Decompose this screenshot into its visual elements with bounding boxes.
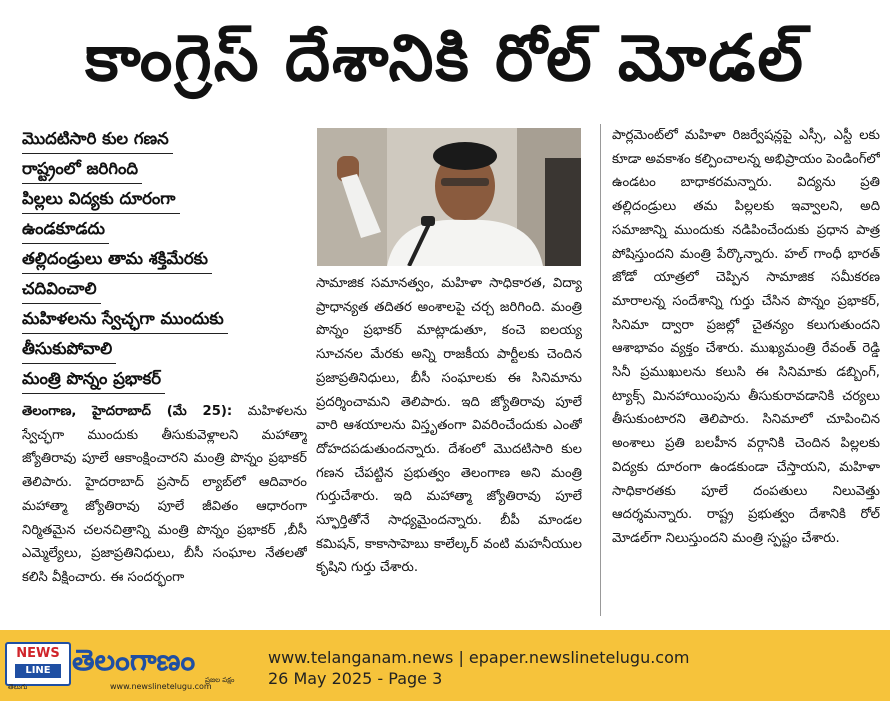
logo-tagline: తెలుగు (8, 683, 28, 691)
page-info: 26 May 2025 - Page 3 (268, 669, 443, 688)
highlight-line: చదివించాలి (22, 274, 101, 304)
brand-tagline: ప్రజల పక్షం (205, 676, 235, 684)
highlight-3 (22, 244, 304, 304)
highlight-line: ఉండకూడదు (22, 214, 109, 244)
highlight-line: తల్లిదండ్రులు తామ శక్తిమేరకు (22, 244, 212, 274)
highlight-4 (22, 304, 304, 364)
footer-bar (0, 630, 890, 701)
article-column-1 (22, 400, 307, 615)
column-divider (600, 124, 601, 616)
highlight-line: మహిళలను స్వేచ్ఛగా ముందుకు (22, 304, 228, 334)
article-column-2: సామాజిక సమానత్వం, మహిళా సాధికారత, విద్యా ప్రాధాన్యత తదితర అంశాలపై చర్చ జరిగింది. మంత్రి పొన్నం ప్రభాకర్ మాట్లాడుతూ, కంచె ఐలయ్య సూచనల మేరకు అన్ని రాజకీయ పార్టీలకు చెందిన ప్రజాప్రతినిధులు, బీసీ సంఘాలకు ఈ సినిమాను ప్రదర్శించామని తెలిపారు. ఇది జ్యోతిరావు పూలే వారి ఆశయాలను విస్తృతంగా వివరించేందుకు ఎంతో దోహదపడుతుందన్నారు. దేశంలో మొదటిసారి కుల గణన చేపట్టిన ప్రభుత్వం తెలంగాణ అని మంత్రి గుర్తుచేశారు. ఇది మహాత్మా జ్యోతిరావు పూలే స్ఫూర్తితోనే సాధ్యమైందన్నారు. బీపీ మాండల కమిషన్, కాకాసాహెబు కాలేల్కర్ వంటి మహనీయుల కృషిని గుర్తు చేశారు. (316, 276, 582, 576)
article-dateline: తెలంగాణ, హైదరాబాద్ (మే 25): (22, 404, 233, 419)
highlight-line: పిల్లలు విద్యకు దూరంగా (22, 184, 180, 214)
highlight-2 (22, 184, 304, 244)
newsline-logo (5, 642, 71, 686)
telanganam-brand: తెలంగాణం (72, 643, 196, 677)
minister-speaking-photo (317, 128, 581, 266)
highlight-line: మంత్రి పొన్నం ప్రభాకర్ (22, 364, 165, 394)
highlight-1 (22, 124, 304, 184)
headline: కాంగ్రెస్ దేశానికి రోల్ మోడల్ (85, 22, 805, 96)
highlights-list (22, 124, 304, 394)
logo-news-text: NEWS (16, 646, 60, 661)
logo-line-text: LINE (15, 664, 61, 678)
highlight-line: మొదటిసారి కుల గణన (22, 124, 173, 154)
highlight-5 (22, 364, 304, 394)
photo-illustration (317, 128, 581, 266)
highlight-line: తీసుకుపోవాలి (22, 334, 116, 364)
highlight-line: రాష్ట్రంలో జరిగింది (22, 154, 142, 184)
brand-url: www.newslinetelugu.com (110, 682, 212, 691)
footer-urls: www.telanganam.news | epaper.newslinetelugu.com (268, 648, 690, 667)
article-text-1: మహిళలను స్వేచ్ఛగా ముందుకు తీసుకువెళ్లాలని మహాత్మా జ్యోతిరావు పూలే ఆకాంక్షించారని మంత్రి పొన్నం ప్రభాకర్ తెలిపారు. హైదరాబాద్ ప్రసాద్ ల్యాబ్‌లో ఆదివారం మహాత్మా జ్యోతిరావు పూలే జీవితం ఆధారంగా నిర్మితమైన చలనచిత్రాన్ని మంత్రి పొన్నం ప్రభాకర్ ,బీసీ ఎమ్మెల్యేలు, ప్రజాప్రతినిధులు, బీసీ సంఘాల నేతలతో కలిసి వీక్షించారు. ఈ సందర్భంగా (22, 404, 307, 585)
article-column-3: పార్లమెంట్‌లో మహిళా రిజర్వేషన్లపై ఎస్సీ, ఎస్టీ లకు కూడా అవకాశం కల్పించాలన్న అభిప్రాయం పెండింగ్‌లో ఉండటం బాధాకరమన్నారు. విద్యను ప్రతి తల్లిదండ్రులు తమ పిల్లలకు ఇవ్వాలని, అది సమాజాన్ని ముందుకు నడిపించేందుకు ప్రధాన పాత్ర పోషిస్తుందని మంత్రి పేర్కొన్నారు. హల్ గాంధీ భారత్ జోడో యాత్రలో చెప్పిన సామాజిక సమీకరణ మారాలన్న సందేశాన్ని గుర్తు చేసిన పొన్నం ప్రభాకర్, సినిమా ద్వారా ప్రజల్లో చైతన్యం కలుగుతుందని ఆశాభావం వ్యక్తం చేశారు. ముఖ్యమంత్రి రేవంత్ రెడ్డి సినీ ప్రముఖులను కలుసి ఈ సినిమాకు డబ్బింగ్, ట్యాక్స్ మినహాయింపును తీసుకురావడానికి చర్యలు తీసుకుంటారని తెలిపారు. సినిమాలో చూపించిన అంశాలు ప్రతి బలహీన వర్గానికి చెందిన పిల్లలకు విద్యకు దూరంగా ఉండకుండా చేస్తాయని, మహిళా సాధికారతకు పూలే దంపతులు నిలువెత్తు ఆదర్శమన్నారు. రాష్ట్ర ప్రభుత్వం దేశానికి రోల్ మోడల్‌గా నిలుస్తుందని మంత్రి స్పష్టం చేశారు. (612, 128, 880, 546)
